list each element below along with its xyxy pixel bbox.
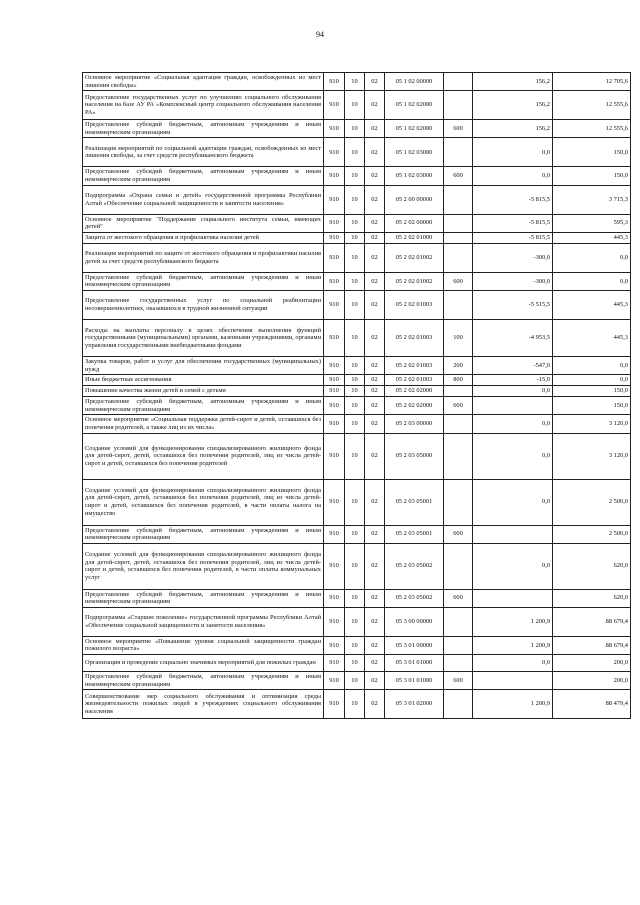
row-name: Повышение качества жизни детей и семей с детьми bbox=[83, 386, 324, 397]
page-number: 94 bbox=[316, 30, 324, 39]
table-row bbox=[83, 397, 631, 415]
row-amount-change: 0,0 bbox=[473, 415, 553, 433]
row-glav: 910 bbox=[324, 607, 345, 636]
row-vr bbox=[444, 415, 473, 433]
row-podrazdel: 02 bbox=[365, 415, 385, 433]
row-amount-change: -4 953,5 bbox=[473, 319, 553, 356]
table-row bbox=[83, 272, 631, 290]
row-name: Подпрограмма «Старшее поколение» государственной программы Республики Алтай «Обеспечение социальной защищенности и занятости населения» bbox=[83, 607, 324, 636]
row-razdel: 10 bbox=[345, 290, 365, 319]
row-amount-total: 12 705,6 bbox=[553, 73, 631, 91]
row-razdel: 10 bbox=[345, 479, 365, 525]
row-podrazdel: 02 bbox=[365, 397, 385, 415]
row-amount-change: -547,0 bbox=[473, 356, 553, 374]
row-name: Предоставление субсидий бюджетным, автономным учреждениям и иным некоммерческим организациям bbox=[83, 589, 324, 607]
row-razdel: 10 bbox=[345, 272, 365, 290]
table-row bbox=[83, 433, 631, 479]
row-podrazdel: 02 bbox=[365, 655, 385, 672]
row-amount-total: 595,3 bbox=[553, 214, 631, 232]
row-csr: 05 1 02 03000 bbox=[385, 138, 444, 167]
table-row bbox=[83, 589, 631, 607]
row-glav: 910 bbox=[324, 543, 345, 589]
row-vr bbox=[444, 290, 473, 319]
row-vr bbox=[444, 138, 473, 167]
row-amount-total: 620,0 bbox=[553, 589, 631, 607]
row-razdel: 10 bbox=[345, 655, 365, 672]
row-amount-change: 0,0 bbox=[473, 167, 553, 185]
row-name: Предоставление субсидий бюджетным, автономным учреждениям и иным некоммерческим организациям bbox=[83, 120, 324, 138]
row-vr: 600 bbox=[444, 589, 473, 607]
row-amount-total: 0,0 bbox=[553, 356, 631, 374]
row-csr: 05 2 03 00000 bbox=[385, 415, 444, 433]
row-glav: 910 bbox=[324, 375, 345, 386]
row-amount-change: 0,0 bbox=[473, 479, 553, 525]
row-razdel: 10 bbox=[345, 185, 365, 214]
row-name: Реализация мероприятий по социальной адаптации граждан, освобожденных из мест лишения свободы, за счет средств республиканского бюджета bbox=[83, 138, 324, 167]
table-row bbox=[83, 636, 631, 654]
row-glav: 910 bbox=[324, 636, 345, 654]
row-name: Основное мероприятие «Социальная адаптация граждан, освобожденных из мест лишения свободы» bbox=[83, 73, 324, 91]
row-amount-total: 445,3 bbox=[553, 319, 631, 356]
row-amount-total: 150,0 bbox=[553, 386, 631, 397]
row-vr bbox=[444, 655, 473, 672]
table-row bbox=[83, 543, 631, 589]
row-glav: 910 bbox=[324, 214, 345, 232]
table-row bbox=[83, 607, 631, 636]
row-amount-total: 445,3 bbox=[553, 232, 631, 243]
row-glav: 910 bbox=[324, 120, 345, 138]
row-csr: 05 2 02 01000 bbox=[385, 232, 444, 243]
table-row bbox=[83, 690, 631, 719]
row-amount-change bbox=[473, 589, 553, 607]
row-glav: 910 bbox=[324, 525, 345, 543]
row-glav: 910 bbox=[324, 672, 345, 690]
row-amount-total: 88 679,4 bbox=[553, 607, 631, 636]
row-vr bbox=[444, 479, 473, 525]
row-name: Закупка товаров, работ и услуг для обеспечения государственных (муниципальных) нужд bbox=[83, 356, 324, 374]
row-amount-change: 156,2 bbox=[473, 120, 553, 138]
row-glav: 910 bbox=[324, 185, 345, 214]
row-csr: 05 2 02 02000 bbox=[385, 386, 444, 397]
row-podrazdel: 02 bbox=[365, 91, 385, 120]
row-podrazdel: 02 bbox=[365, 589, 385, 607]
row-amount-change: -300,0 bbox=[473, 243, 553, 272]
row-podrazdel: 02 bbox=[365, 272, 385, 290]
row-razdel: 10 bbox=[345, 525, 365, 543]
row-amount-change: -5 815,5 bbox=[473, 214, 553, 232]
row-amount-change: -5 515,5 bbox=[473, 290, 553, 319]
row-csr: 05 2 03 05000 bbox=[385, 433, 444, 479]
row-csr: 05 2 00 00000 bbox=[385, 185, 444, 214]
row-razdel: 10 bbox=[345, 167, 365, 185]
row-razdel: 10 bbox=[345, 319, 365, 356]
table-row bbox=[83, 375, 631, 386]
row-amount-change: -300,0 bbox=[473, 272, 553, 290]
row-glav: 910 bbox=[324, 232, 345, 243]
row-csr: 05 3 01 00000 bbox=[385, 636, 444, 654]
row-glav: 910 bbox=[324, 655, 345, 672]
table-row bbox=[83, 73, 631, 91]
table-row bbox=[83, 290, 631, 319]
row-csr: 05 1 02 00000 bbox=[385, 73, 444, 91]
row-podrazdel: 02 bbox=[365, 167, 385, 185]
row-amount-change: -15,0 bbox=[473, 375, 553, 386]
row-podrazdel: 02 bbox=[365, 543, 385, 589]
row-glav: 910 bbox=[324, 479, 345, 525]
row-podrazdel: 02 bbox=[365, 232, 385, 243]
row-amount-total: 150,0 bbox=[553, 167, 631, 185]
table-row bbox=[83, 386, 631, 397]
table-row bbox=[83, 672, 631, 690]
row-glav: 910 bbox=[324, 91, 345, 120]
row-name: Основное мероприятие "Поддержание социального института семьи, имеющих детей" bbox=[83, 214, 324, 232]
row-vr bbox=[444, 386, 473, 397]
row-amount-change: 1 200,9 bbox=[473, 607, 553, 636]
row-csr: 05 3 01 01000 bbox=[385, 655, 444, 672]
table-row bbox=[83, 214, 631, 232]
row-vr bbox=[444, 232, 473, 243]
row-razdel: 10 bbox=[345, 672, 365, 690]
row-name: Основное мероприятие «Повышение уровня социальной защищенности граждан пожилого возраста» bbox=[83, 636, 324, 654]
row-vr: 600 bbox=[444, 167, 473, 185]
row-name: Предоставление субсидий бюджетным, автономным учреждениям и иным некоммерческим организациям bbox=[83, 525, 324, 543]
row-amount-change: 156,2 bbox=[473, 91, 553, 120]
row-amount-total: 88 679,4 bbox=[553, 636, 631, 654]
row-amount-change bbox=[473, 672, 553, 690]
row-podrazdel: 02 bbox=[365, 636, 385, 654]
row-amount-total: 150,0 bbox=[553, 138, 631, 167]
table-row bbox=[83, 232, 631, 243]
row-glav: 910 bbox=[324, 397, 345, 415]
row-podrazdel: 02 bbox=[365, 138, 385, 167]
row-razdel: 10 bbox=[345, 397, 365, 415]
row-csr: 05 2 02 01003 bbox=[385, 375, 444, 386]
row-razdel: 10 bbox=[345, 690, 365, 719]
table-row bbox=[83, 167, 631, 185]
row-csr: 05 3 01 01000 bbox=[385, 672, 444, 690]
row-razdel: 10 bbox=[345, 91, 365, 120]
row-amount-change: 0,0 bbox=[473, 543, 553, 589]
table-row bbox=[83, 319, 631, 356]
row-amount-total: 2 500,0 bbox=[553, 479, 631, 525]
row-podrazdel: 02 bbox=[365, 525, 385, 543]
row-glav: 910 bbox=[324, 415, 345, 433]
table-row bbox=[83, 120, 631, 138]
row-name: Расходы на выплаты персоналу в целях обеспечения выполнения функций государственными (муниципальными) органами, казенными учреждениями, органами управления государственными внебюджетными фондами bbox=[83, 319, 324, 356]
row-amount-total: 88 479,4 bbox=[553, 690, 631, 719]
row-name: Предоставление субсидий бюджетным, автономным учреждениям и иным некоммерческим организациям bbox=[83, 272, 324, 290]
row-amount-total: 150,0 bbox=[553, 397, 631, 415]
row-csr: 05 2 02 01003 bbox=[385, 290, 444, 319]
row-podrazdel: 02 bbox=[365, 375, 385, 386]
row-vr: 600 bbox=[444, 272, 473, 290]
row-vr bbox=[444, 243, 473, 272]
row-name: Предоставление государственных услуг по социальной реабилитации несовершеннолетних, оказавшихся в трудной жизненной ситуации bbox=[83, 290, 324, 319]
row-amount-change bbox=[473, 397, 553, 415]
row-vr: 200 bbox=[444, 356, 473, 374]
row-name: Совершенствование мер социального обслуживания и оптимизация среды жизнедеятельности пожилых людей в учреждениях социального обслуживания населения bbox=[83, 690, 324, 719]
row-csr: 05 1 02 02000 bbox=[385, 120, 444, 138]
row-vr bbox=[444, 214, 473, 232]
row-name: Организация и проведение социально значимых мероприятий для пожилых граждан bbox=[83, 655, 324, 672]
row-podrazdel: 02 bbox=[365, 243, 385, 272]
row-vr bbox=[444, 607, 473, 636]
row-glav: 910 bbox=[324, 243, 345, 272]
row-razdel: 10 bbox=[345, 232, 365, 243]
budget-table bbox=[82, 72, 631, 719]
row-name: Предоставление государственных услуг по улучшению социального обслуживания населения на базе АУ РА «Комплексный центр социального обслуживания населения РА» bbox=[83, 91, 324, 120]
row-podrazdel: 02 bbox=[365, 185, 385, 214]
row-amount-total: 620,0 bbox=[553, 543, 631, 589]
row-csr: 05 2 02 00000 bbox=[385, 214, 444, 232]
row-vr: 600 bbox=[444, 397, 473, 415]
row-glav: 910 bbox=[324, 386, 345, 397]
row-podrazdel: 02 bbox=[365, 319, 385, 356]
row-razdel: 10 bbox=[345, 415, 365, 433]
table-row bbox=[83, 415, 631, 433]
row-podrazdel: 02 bbox=[365, 356, 385, 374]
row-amount-total: 0,0 bbox=[553, 243, 631, 272]
row-glav: 910 bbox=[324, 138, 345, 167]
row-glav: 910 bbox=[324, 73, 345, 91]
row-name: Предоставление субсидий бюджетным, автономным учреждениям и иным некоммерческим организациям bbox=[83, 672, 324, 690]
row-vr: 100 bbox=[444, 319, 473, 356]
row-glav: 910 bbox=[324, 319, 345, 356]
row-amount-change: 156,2 bbox=[473, 73, 553, 91]
row-amount-total: 200,0 bbox=[553, 655, 631, 672]
row-vr: 600 bbox=[444, 525, 473, 543]
row-name: Создание условий для функционирования специализированного жилищного фонда для детей-сирот, детей, оставшихся без попечения родителей, лиц из числа детей-сирот и детей, оставшихся без попечения родителей, в части оплаты налога на имущество bbox=[83, 479, 324, 525]
row-razdel: 10 bbox=[345, 636, 365, 654]
row-podrazdel: 02 bbox=[365, 73, 385, 91]
row-csr: 05 2 03 05001 bbox=[385, 479, 444, 525]
row-vr bbox=[444, 91, 473, 120]
row-amount-total: 3 120,0 bbox=[553, 415, 631, 433]
row-csr: 05 2 03 05001 bbox=[385, 525, 444, 543]
row-vr bbox=[444, 185, 473, 214]
table-row bbox=[83, 479, 631, 525]
row-csr: 05 2 02 02000 bbox=[385, 397, 444, 415]
row-glav: 910 bbox=[324, 433, 345, 479]
row-amount-total: 0,0 bbox=[553, 375, 631, 386]
row-glav: 910 bbox=[324, 290, 345, 319]
row-razdel: 10 bbox=[345, 543, 365, 589]
row-amount-change: 1 200,9 bbox=[473, 636, 553, 654]
row-csr: 05 2 02 01002 bbox=[385, 243, 444, 272]
table-body bbox=[83, 73, 631, 719]
table-row bbox=[83, 525, 631, 543]
row-amount-total: 200,0 bbox=[553, 672, 631, 690]
row-podrazdel: 02 bbox=[365, 672, 385, 690]
row-podrazdel: 02 bbox=[365, 120, 385, 138]
row-csr: 05 2 02 01003 bbox=[385, 319, 444, 356]
row-amount-total: 12 555,6 bbox=[553, 120, 631, 138]
table-row bbox=[83, 243, 631, 272]
row-csr: 05 1 02 03000 bbox=[385, 167, 444, 185]
row-glav: 910 bbox=[324, 272, 345, 290]
row-vr bbox=[444, 543, 473, 589]
row-amount-change: -5 815,5 bbox=[473, 185, 553, 214]
row-amount-change: 0,0 bbox=[473, 386, 553, 397]
row-csr: 05 2 03 05002 bbox=[385, 543, 444, 589]
row-podrazdel: 02 bbox=[365, 479, 385, 525]
row-name: Предоставление субсидий бюджетным, автономным учреждениям и иным некоммерческим организациям bbox=[83, 397, 324, 415]
row-glav: 910 bbox=[324, 589, 345, 607]
row-csr: 05 3 00 00000 bbox=[385, 607, 444, 636]
row-vr: 600 bbox=[444, 120, 473, 138]
row-vr bbox=[444, 690, 473, 719]
row-name: Иные бюджетные ассигнования bbox=[83, 375, 324, 386]
row-vr: 600 bbox=[444, 672, 473, 690]
row-csr: 05 2 02 01003 bbox=[385, 356, 444, 374]
row-csr: 05 1 02 02000 bbox=[385, 91, 444, 120]
row-name: Создание условий для функционирования специализированного жилищного фонда для детей-сирот, детей, оставшихся без попечения родителей, лиц из числа детей-сирот и детей, оставшихся без попечения родителей bbox=[83, 433, 324, 479]
row-razdel: 10 bbox=[345, 375, 365, 386]
row-razdel: 10 bbox=[345, 607, 365, 636]
row-name: Основное мероприятие «Социальная поддержка детей-сирот и детей, оставшихся без попечения родителей, а также лиц из их числа» bbox=[83, 415, 324, 433]
row-podrazdel: 02 bbox=[365, 214, 385, 232]
row-amount-change bbox=[473, 525, 553, 543]
row-vr: 800 bbox=[444, 375, 473, 386]
row-podrazdel: 02 bbox=[365, 433, 385, 479]
row-name: Предоставление субсидий бюджетным, автономным учреждениям и иным некоммерческим организациям bbox=[83, 167, 324, 185]
row-razdel: 10 bbox=[345, 243, 365, 272]
row-glav: 910 bbox=[324, 690, 345, 719]
row-amount-total: 3 715,3 bbox=[553, 185, 631, 214]
row-amount-total: 2 500,0 bbox=[553, 525, 631, 543]
row-amount-total: 0,0 bbox=[553, 272, 631, 290]
row-amount-change: 1 200,9 bbox=[473, 690, 553, 719]
row-amount-total: 445,3 bbox=[553, 290, 631, 319]
row-vr bbox=[444, 433, 473, 479]
table-row bbox=[83, 91, 631, 120]
row-glav: 910 bbox=[324, 356, 345, 374]
table-row bbox=[83, 356, 631, 374]
row-amount-total: 3 120,0 bbox=[553, 433, 631, 479]
row-name: Создание условий для функционирования специализированного жилищного фонда для детей-сирот, детей, оставшихся без попечения родителей, лиц из числа детей-сирот и детей, оставшихся без попечения родителей, в части оплаты коммунальных услуг bbox=[83, 543, 324, 589]
row-name: Подпрограмма «Охрана семьи и детей» государственной программы Республики Алтай «Обеспечение социальной защищенности и занятости населения» bbox=[83, 185, 324, 214]
row-name: Защита от жестокого обращения и профилактика насилия детей bbox=[83, 232, 324, 243]
table-row bbox=[83, 655, 631, 672]
row-podrazdel: 02 bbox=[365, 290, 385, 319]
row-razdel: 10 bbox=[345, 386, 365, 397]
row-razdel: 10 bbox=[345, 589, 365, 607]
row-csr: 05 2 02 01002 bbox=[385, 272, 444, 290]
row-vr bbox=[444, 636, 473, 654]
row-podrazdel: 02 bbox=[365, 386, 385, 397]
table-row bbox=[83, 138, 631, 167]
row-amount-change: 0,0 bbox=[473, 433, 553, 479]
row-razdel: 10 bbox=[345, 356, 365, 374]
row-name: Реализация мероприятий по защите от жестокого обращения и профилактики насилия детей за счет средств республиканского бюджета bbox=[83, 243, 324, 272]
row-amount-change: -5 815,5 bbox=[473, 232, 553, 243]
row-amount-change: 0,0 bbox=[473, 655, 553, 672]
row-razdel: 10 bbox=[345, 73, 365, 91]
row-csr: 05 2 03 05002 bbox=[385, 589, 444, 607]
row-glav: 910 bbox=[324, 167, 345, 185]
row-razdel: 10 bbox=[345, 120, 365, 138]
row-csr: 05 3 01 02000 bbox=[385, 690, 444, 719]
row-amount-change: 0,0 bbox=[473, 138, 553, 167]
row-razdel: 10 bbox=[345, 433, 365, 479]
row-razdel: 10 bbox=[345, 138, 365, 167]
row-vr bbox=[444, 73, 473, 91]
row-amount-total: 12 555,6 bbox=[553, 91, 631, 120]
row-podrazdel: 02 bbox=[365, 607, 385, 636]
row-podrazdel: 02 bbox=[365, 690, 385, 719]
table-row bbox=[83, 185, 631, 214]
row-razdel: 10 bbox=[345, 214, 365, 232]
